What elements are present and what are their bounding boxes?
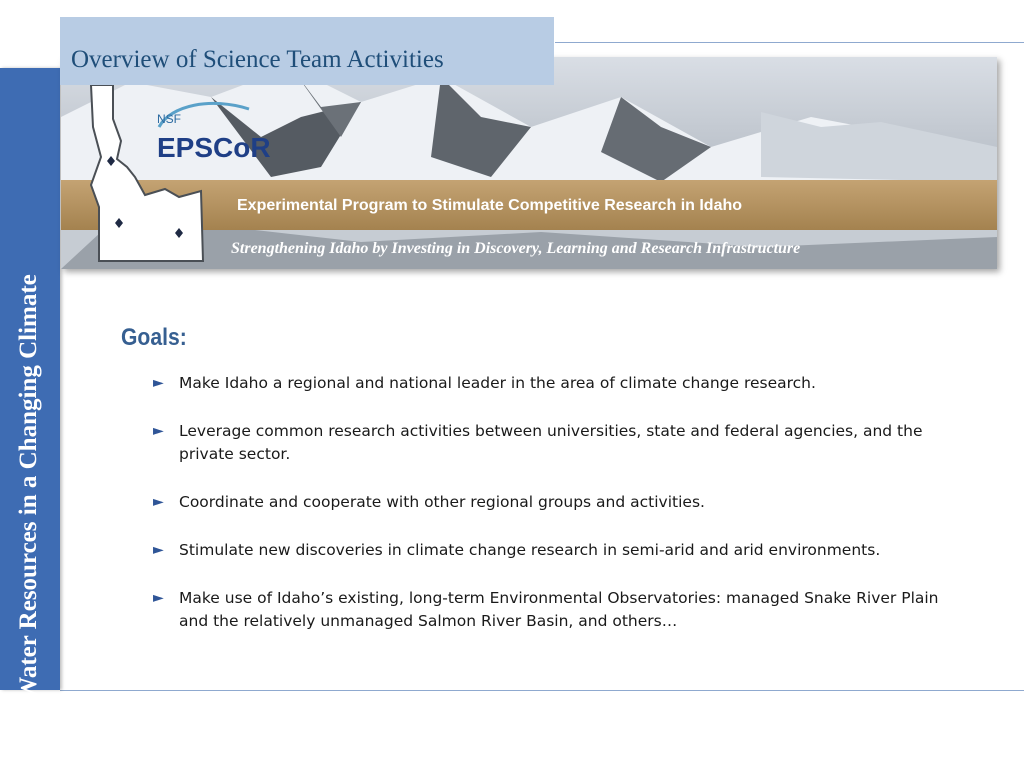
goal-text: Make Idaho a regional and national leader in the area of climate change research. <box>179 374 816 392</box>
triangle-right-icon: ► <box>153 494 164 510</box>
bottom-divider-line <box>60 690 1024 691</box>
epscor-logo-text: EPSCoR <box>157 132 271 163</box>
goal-text: Make use of Idaho’s existing, long-term Environmental Observatories: managed Snake River Plain and the relatively unmanaged Salmon River Basin, and others… <box>179 589 939 630</box>
goal-item <box>153 420 953 466</box>
goal-text: Leverage common research activities between universities, state and federal agencies, and the private sector. <box>179 422 923 463</box>
triangle-right-icon: ► <box>153 423 164 439</box>
nsf-text: NSF <box>157 112 181 126</box>
side-title-bar <box>0 68 60 702</box>
goal-text: Stimulate new discoveries in climate change research in semi-arid and arid environments. <box>179 541 881 559</box>
goals-list <box>153 372 953 658</box>
goal-item <box>153 372 953 395</box>
goal-item <box>153 491 953 514</box>
goal-item <box>153 587 953 633</box>
slide-title: Overview of Science Team Activities <box>71 46 444 73</box>
goal-text: Coordinate and cooperate with other regional groups and activities. <box>179 493 705 511</box>
epscor-banner <box>61 57 997 269</box>
triangle-right-icon: ► <box>153 542 164 558</box>
side-title: Water Resources in a Changing Climate <box>15 274 42 702</box>
top-divider-line <box>555 42 1024 43</box>
slide-title-box <box>60 17 554 85</box>
banner-tagline: Strengthening Idaho by Investing in Discovery, Learning and Research Infrastructure <box>231 240 801 257</box>
triangle-right-icon: ► <box>153 375 164 391</box>
triangle-right-icon: ► <box>153 590 164 606</box>
banner-headline: Experimental Program to Stimulate Competitive Research in Idaho <box>237 197 743 214</box>
goal-item <box>153 539 953 562</box>
goals-heading: Goals: <box>121 324 187 351</box>
